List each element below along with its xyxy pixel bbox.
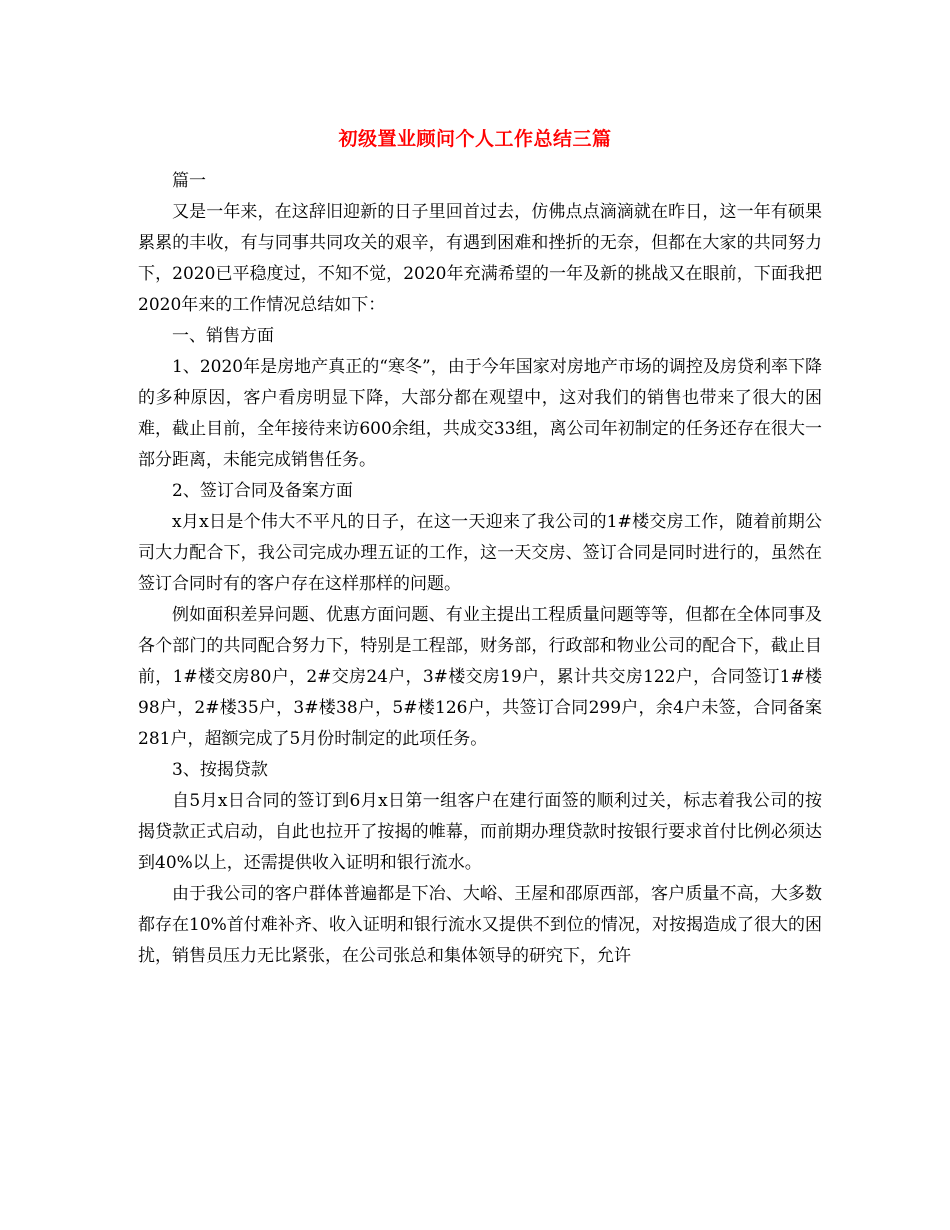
paragraph-sales: 1、2020年是房地产真正的“寒冬”，由于今年国家对房地产市场的调控及房贷利率下降的多种原因，客户看房明显下降，大部分都在观望中，这对我们的销售也带来了很大的困难，截止目前，全年接待来访600余组，共成交33组，离公司年初制定的任务还存在很大一部分距离，未能完成销售任务。 <box>138 357 822 470</box>
paragraph-mortgage-start: 自5月x日合同的签订到6月x日第一组客户在建行面签的顺利过关，标志着我公司的按揭贷款正式启动，自此也拉开了按揭的帷幕，而前期办理贷款时按银行要求首付比例必须达到40%以上，还需提供收入证明和银行流水。 <box>138 791 822 873</box>
paragraph-contracts-handover: x月x日是个伟大不平凡的日子，在这一天迎来了我公司的1#楼交房工作，随着前期公司大力配合下，我公司完成办理五证的工作，这一天交房、签订合同是同时进行的，虽然在签订合同时有的客户存在这样那样的问题。 <box>138 512 822 594</box>
paragraph-contracts-stats: 例如面积差异问题、优惠方面问题、有业主提出工程质量问题等等，但都在全体同事及各个部门的共同配合努力下，特别是工程部，财务部，行政部和物业公司的配合下，截止目前，1#楼交房80户，2#交房24户，3#楼交房19户，累计共交房122户，合同签订1#楼98户，2#楼35户，3#楼38户，5#楼126户，共签订合同299户，余4户未签，合同备案281户，超额完成了5月份时制定的此项任务。 <box>138 605 822 749</box>
section-heading-mortgage: 3、按揭贷款 <box>172 760 268 780</box>
section-heading-part-one: 篇一 <box>172 171 206 191</box>
document-body <box>138 166 822 972</box>
section-heading-sales: 一、销售方面 <box>172 326 274 346</box>
paragraph-intro: 又是一年来，在这辞旧迎新的日子里回首过去，仿佛点点滴滴就在昨日，这一年有硕果累累的丰收，有与同事共同攻关的艰辛，有遇到困难和挫折的无奈，但都在大家的共同努力下，2020已平稳度过，不知不觉，2020年充满希望的一年及新的挑战又在眼前，下面我把2020年来的工作情况总结如下： <box>138 202 822 315</box>
section-heading-contracts: 2、签订合同及备案方面 <box>172 481 353 501</box>
document-title: 初级置业顾问个人工作总结三篇 <box>338 128 612 150</box>
paragraph-mortgage-issues: 由于我公司的客户群体普遍都是下冶、大峪、王屋和邵原西部，客户质量不高，大多数都存在10%首付难补齐、收入证明和银行流水又提供不到位的情况，对按揭造成了很大的困扰，销售员压力无比紧张，在公司张总和集体领导的研究下，允许 <box>138 884 822 966</box>
